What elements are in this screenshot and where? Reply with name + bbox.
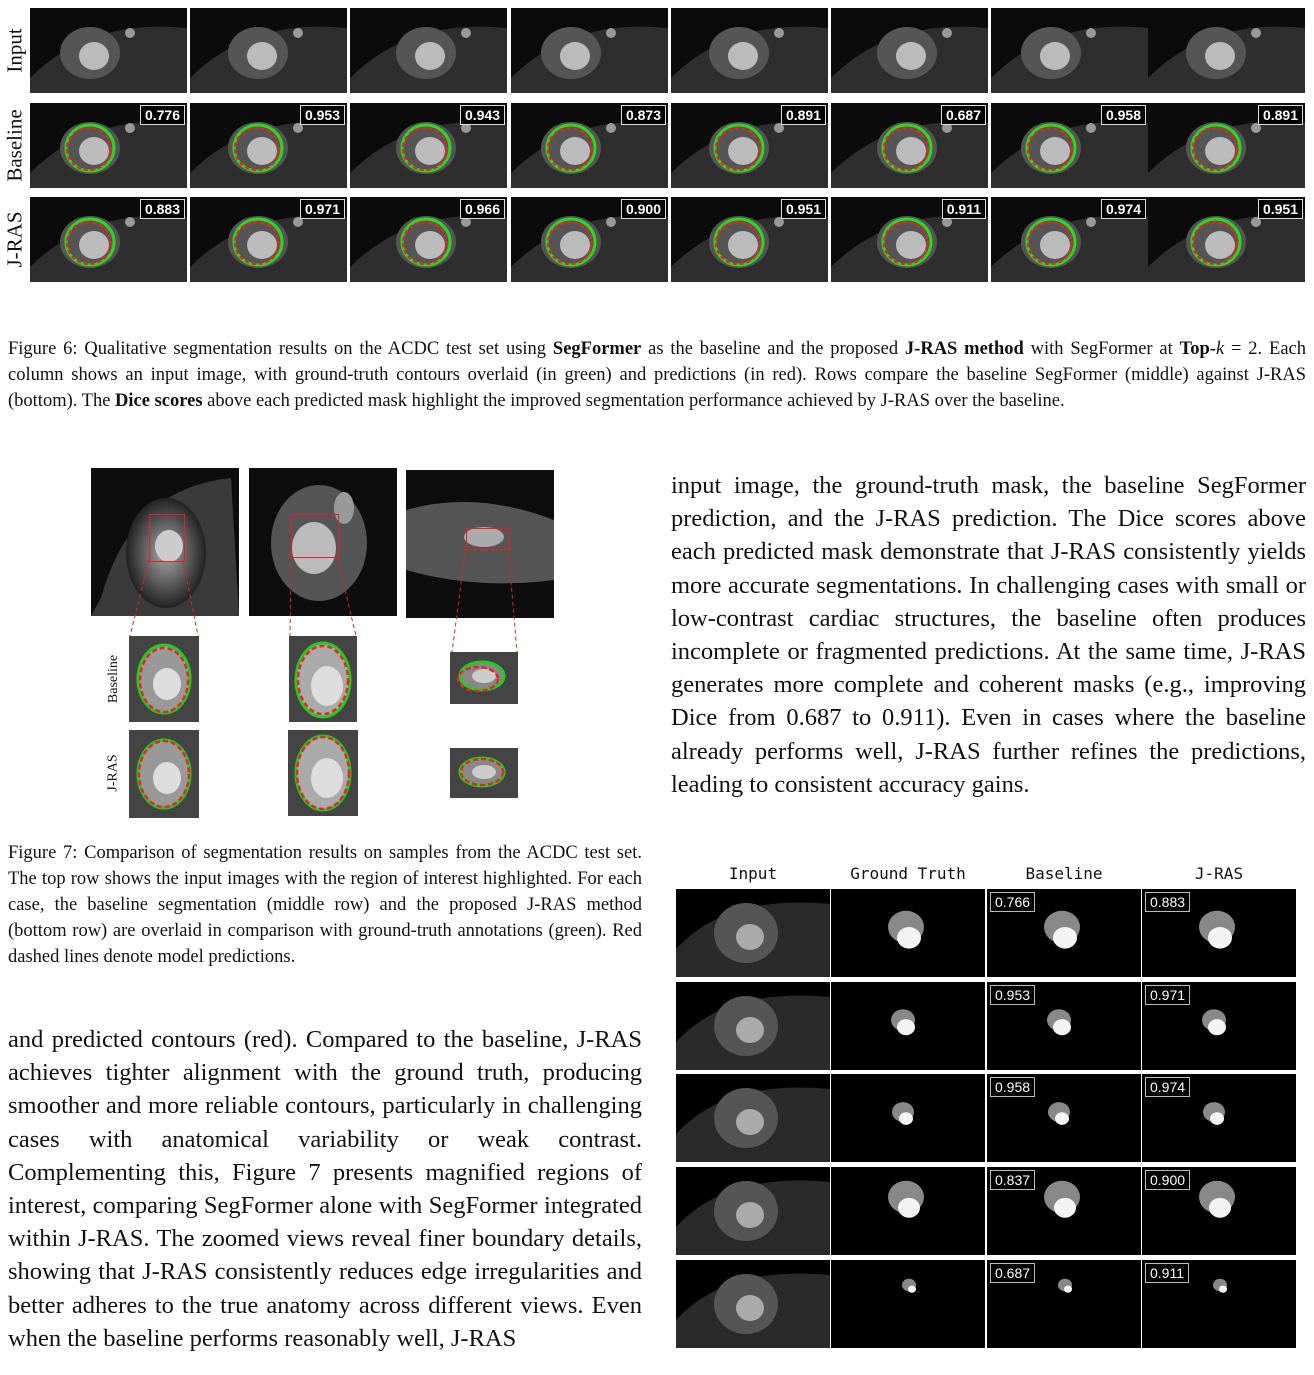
- fig8-cell: [676, 1074, 830, 1162]
- fig8-cell: [987, 889, 1141, 977]
- dice-score-badge: 0.687: [990, 1263, 1035, 1283]
- fig6-cell: [671, 8, 828, 93]
- fig6-cell: [350, 197, 507, 282]
- fig6-cell: [190, 197, 347, 282]
- fig8-cell: [831, 1167, 985, 1255]
- fig6-cell: [190, 103, 347, 188]
- fig6-cell: [30, 103, 187, 188]
- fig6-cell: [831, 197, 988, 282]
- fig7-zoom-baseline-3: [450, 652, 518, 704]
- fig7-zoom-baseline-1: [129, 636, 199, 722]
- dice-score-badge: 0.837: [990, 1170, 1035, 1190]
- fig8-col-input: Input: [728, 864, 778, 883]
- fig8-cell: [1142, 1167, 1296, 1255]
- dice-score-badge: 0.951: [1258, 199, 1303, 219]
- fig8-col-jras: J-RAS: [1194, 864, 1244, 883]
- dice-score-badge: 0.958: [1101, 105, 1146, 125]
- fig7-zoom-jras-1: [129, 730, 199, 818]
- fig8-cell: [987, 1260, 1141, 1348]
- left-body-paragraph: and predicted contours (red). Compared to the baseline, J-RAS achieves tighter alignment with the ground truth, producing smoother and more reliable contours, particularly in challenging cases with anatomical variability or weak contrast. Complementing this, Figure 7 presents magnified regions of interest, comparing SegFormer alone with SegFormer integrated within J-RAS. The zoomed views reveal finer boundary details, showing that J-RAS consistently reduces edge irregularities and better adheres to the true anatomy across different views. Even when the baseline performs reasonably well, J-RAS: [8, 1026, 642, 1352]
- figure-7: [0, 460, 650, 830]
- fig8-cell: [831, 889, 985, 977]
- figure-6-caption: Figure 6: Qualitative segmentation results on the ACDC test set using SegFormer as the baseline and the proposed J-RAS method with SegFormer at Top-k = 2. Each column shows an input image, with ground-truth contours overlaid (in green) and predictions (in red). Rows compare the baseline SegFormer (middle) against J-RAS (bottom). The Dice scores above each predicted mask highlight the improved segmentation performance achieved by J-RAS over the baseline.: [8, 339, 1306, 411]
- fig6-cell: [1148, 197, 1305, 282]
- fig6-cell: [831, 103, 988, 188]
- fig6-cell: [671, 197, 828, 282]
- fig8-cell: [1142, 1074, 1296, 1162]
- dice-score-badge: 0.873: [621, 105, 666, 125]
- dice-score-badge: 0.891: [1258, 105, 1303, 125]
- fig8-cell: [831, 1260, 985, 1348]
- dice-score-badge: 0.883: [1145, 892, 1190, 912]
- dice-score-badge: 0.966: [460, 199, 505, 219]
- dice-score-badge: 0.958: [990, 1077, 1035, 1097]
- dice-score-badge: 0.953: [300, 105, 345, 125]
- dice-score-badge: 0.891: [781, 105, 826, 125]
- figure-7-caption: Figure 7: Comparison of segmentation results on samples from the ACDC test set. The top row shows the input images with the region of interest highlighted. For each case, the baseline segmentation (middle row) and the proposed J-RAS method (bottom row) are overlaid in comparison with ground-truth annotations (green). Red dashed lines denote model predictions.: [8, 843, 642, 967]
- dice-score-badge: 0.687: [941, 105, 986, 125]
- dice-score-badge: 0.900: [621, 199, 666, 219]
- fig6-cell: [190, 8, 347, 93]
- fig8-cell: [831, 1074, 985, 1162]
- fig7-zoom-baseline-2: [289, 636, 357, 722]
- fig8-cell: [676, 1167, 830, 1255]
- right-body-paragraph: input image, the ground-truth mask, the baseline SegFormer prediction, and the J-RAS prediction. The Dice scores above each predicted mask demonstrate that J-RAS consistently yields more accurate segmentations. In challenging cases with small or low-contrast cardiac structures, the baseline often produces incomplete or fragmented predictions. At the same time, J-RAS generates more complete and coherent masks (e.g., improving Dice from 0.687 to 0.911). Even in cases where the baseline already performs well, J-RAS further refines the predictions, leading to consistent accuracy gains.: [671, 472, 1306, 798]
- row-label-input: Input: [2, 28, 27, 73]
- dice-score-badge: 0.776: [140, 105, 185, 125]
- row-label-jras: J-RAS: [2, 211, 27, 268]
- fig6-cell: [991, 103, 1148, 188]
- fig7-row-label-jras: J-RAS: [106, 754, 122, 792]
- fig6-cell: [511, 103, 668, 188]
- fig6-cell: [30, 8, 187, 93]
- fig6-cell: [831, 8, 988, 93]
- fig8-cell: [676, 982, 830, 1070]
- row-label-baseline: Baseline: [2, 109, 27, 182]
- fig6-cell: [350, 8, 507, 93]
- dice-score-badge: 0.974: [1145, 1077, 1190, 1097]
- fig7-zoom-jras-2: [288, 730, 358, 816]
- fig6-cell: [511, 8, 668, 93]
- fig8-cell: [987, 1074, 1141, 1162]
- fig8-cell: [676, 889, 830, 977]
- fig8-cell: [987, 982, 1141, 1070]
- dice-score-badge: 0.911: [942, 199, 986, 219]
- fig6-cell: [511, 197, 668, 282]
- dice-score-badge: 0.953: [990, 985, 1035, 1005]
- fig8-cell: [987, 1167, 1141, 1255]
- figure-6: [0, 6, 1314, 282]
- fig6-cell: [30, 197, 187, 282]
- dice-score-badge: 0.911: [1145, 1263, 1189, 1283]
- fig8-cell: [1142, 1260, 1296, 1348]
- dice-score-badge: 0.974: [1101, 199, 1146, 219]
- fig8-cell: [676, 1260, 830, 1348]
- dice-score-badge: 0.943: [460, 105, 505, 125]
- dice-score-badge: 0.883: [140, 199, 185, 219]
- dice-score-badge: 0.971: [300, 199, 345, 219]
- fig8-col-ground-truth: Ground Truth: [850, 864, 966, 883]
- fig6-cell: [350, 103, 507, 188]
- dice-score-badge: 0.971: [1145, 985, 1190, 1005]
- fig7-zoom-jras-3: [450, 748, 518, 798]
- fig6-cell: [991, 197, 1148, 282]
- fig6-cell: [991, 8, 1148, 93]
- dice-score-badge: 0.951: [781, 199, 826, 219]
- fig6-cell: [671, 103, 828, 188]
- fig6-cell: [1148, 103, 1305, 188]
- dice-score-badge: 0.900: [1145, 1170, 1190, 1190]
- fig8-cell: [1142, 982, 1296, 1070]
- fig8-cell: [1142, 889, 1296, 977]
- fig7-row-label-baseline: Baseline: [106, 654, 121, 704]
- fig6-cell: [1148, 8, 1305, 93]
- dice-score-badge: 0.766: [990, 892, 1035, 912]
- fig8-cell: [831, 982, 985, 1070]
- fig8-col-baseline: Baseline: [1025, 864, 1103, 883]
